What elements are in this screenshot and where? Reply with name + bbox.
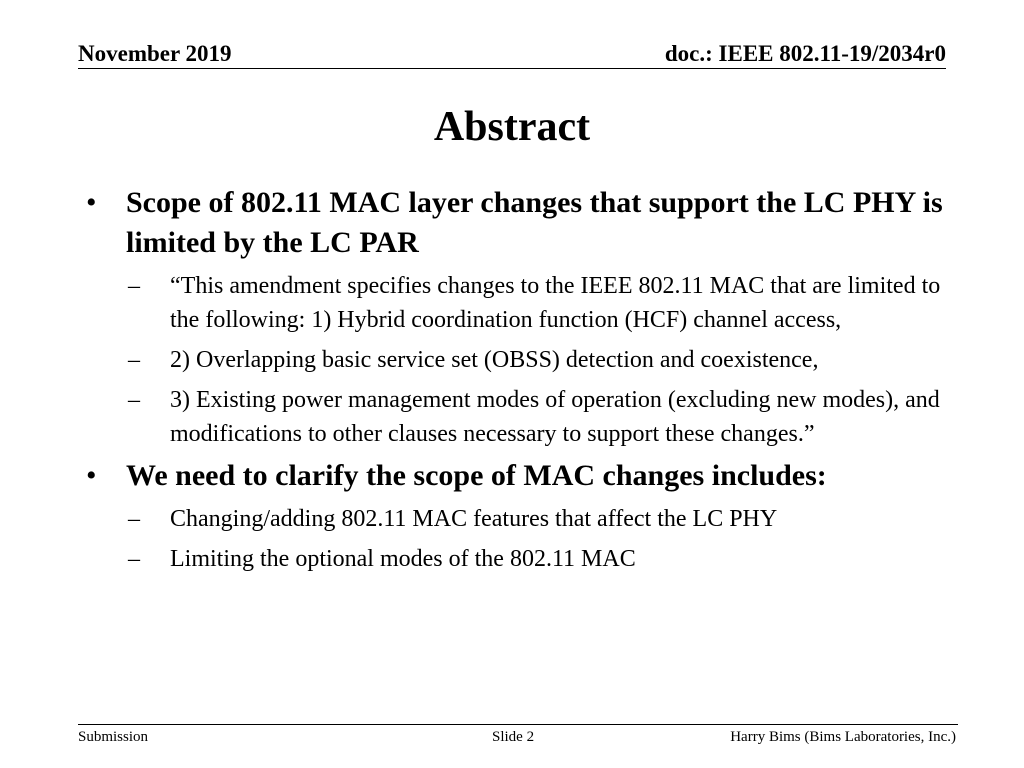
bullet-item [84,456,954,496]
bullet-icon: • [86,459,97,492]
header-divider [78,68,946,69]
header-doc-id: doc.: IEEE 802.11-19/2034r0 [664,41,946,66]
sub-bullet-item [84,542,954,576]
footer-divider [78,724,958,725]
footer-author: Harry Bims (Bims Laboratories, Inc.) [730,729,956,745]
sub-bullet-item [84,343,954,377]
sub-bullet-item [84,383,954,451]
sub-bullet-item [84,269,954,337]
sub-bullet-text: Changing/adding 802.11 MAC features that affect the LC PHY [170,506,778,532]
footer-submission: Submission [78,729,149,745]
bullet-text: We need to clarify the scope of MAC changes includes: [126,459,827,492]
footer-slide-number: Slide 2 [492,729,535,745]
sub-bullet-text: 2) Overlapping basic service set (OBSS) detection and coexistence, [170,347,819,373]
dash-icon: – [128,387,140,413]
dash-icon: – [128,273,140,299]
bullet-text: Scope of 802.11 MAC layer changes that support the LC PHY is limited by the LC PAR [126,186,943,259]
header-date: November 2019 [78,41,232,66]
sub-bullet-item [84,502,954,536]
dash-icon: – [128,506,140,532]
dash-icon: – [128,546,140,572]
sub-bullet-text: Limiting the optional modes of the 802.11 MAC [170,546,636,572]
sub-bullet-text: 3) Existing power management modes of operation (excluding new modes), and modifications to other clauses necessary to support these changes.” [170,387,940,447]
sub-bullet-text: “This amendment specifies changes to the IEEE 802.11 MAC that are limited to the following: 1) Hybrid coordination function (HCF) channel access, [170,273,941,333]
bullet-icon: • [86,186,97,219]
slide-title: Abstract [433,104,591,150]
slide-body [84,183,954,576]
dash-icon: – [128,347,140,373]
bullet-item [84,183,954,263]
